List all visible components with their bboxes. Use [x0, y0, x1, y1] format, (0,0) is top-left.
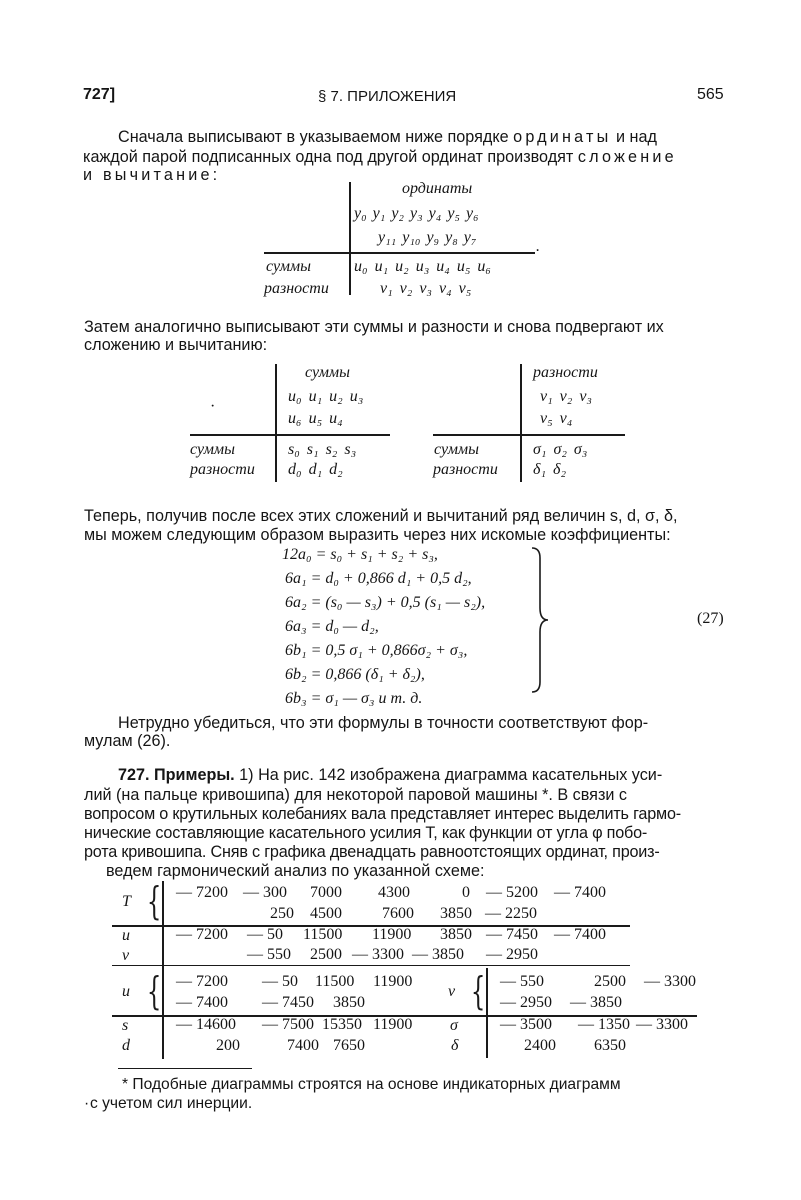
intro-spaced-word: и вычитание	[83, 166, 213, 184]
table2-left-sums-label: суммы	[190, 441, 235, 458]
table2-right-head: разности	[533, 364, 598, 381]
table3-cell: 250	[270, 905, 294, 922]
table3-u-label: u	[122, 927, 130, 944]
intro-text: каждой парой подписанных одна под другой ординат производят	[83, 148, 574, 166]
formula-4: 6a₃ = d₀ — d₂,	[285, 618, 379, 635]
section727-text: 1) На рис. 142 изображена диаграмма касательных уси-	[239, 766, 663, 784]
table2-right-diffs: δ₁ δ₂	[533, 461, 566, 478]
footnote-mark: ·	[84, 1095, 90, 1112]
table3-cell: — 550	[247, 946, 291, 963]
table1-ordinates-row-2: y₁₁ y₁₀ y₉ y₈ y₇	[378, 229, 477, 246]
table3-cell: 0	[462, 884, 470, 901]
formula-6: 6b₂ = 0,866 (δ₁ + δ₂),	[285, 666, 425, 683]
table1-sums: u₀ u₁ u₂ u₃ u₄ u₅ u₆	[354, 258, 491, 275]
intro-line-2	[83, 148, 677, 167]
table1-ordinates-row-1: y₀ y₁ y₂ y₃ y₄ y₅ y₆	[354, 205, 479, 222]
formula-3: 6a₂ = (s₀ — s₃) + 0,5 (s₁ — s₂),	[285, 594, 486, 611]
brace-icon: {	[146, 969, 162, 1013]
footnote-rule	[118, 1068, 252, 1069]
table2-left-sums: s₀ s₁ s₂ s₃	[288, 441, 357, 458]
table3-cell: — 1350	[578, 1016, 630, 1033]
table3-cell: — 7200	[176, 884, 228, 901]
table2-left-vertical-rule	[275, 364, 277, 482]
section727-line-4: нические составляющие касательного усилия T, как функции от угла φ побо-	[84, 824, 648, 842]
brace-icon: {	[146, 879, 162, 923]
intro-line-3	[83, 166, 217, 185]
section727-line-5: рота кривошипа. Сняв с графика двенадцать равноотстоящих ординат, произ-	[84, 843, 660, 861]
table3-cell: — 7450	[486, 926, 538, 943]
para3-line-1: Теперь, получив после всех этих сложений и вычитаний ряд величин s, d, σ, δ,	[84, 507, 678, 525]
table3-delta-label: δ	[451, 1037, 459, 1054]
table3-s-label: s	[122, 1017, 129, 1034]
table3-cell: 2500	[594, 973, 626, 990]
table3-cell: — 3850	[570, 994, 622, 1011]
stray-dot: ·	[210, 398, 216, 415]
table2-left-row-1: u₀ u₁ u₂ u₃	[288, 388, 364, 405]
table3-cell: 7600	[382, 905, 414, 922]
table3-cell: 2500	[310, 946, 342, 963]
table3-cell: — 7400	[176, 994, 228, 1011]
table2-right-horizontal-rule	[433, 434, 625, 436]
intro-line-1	[118, 128, 657, 147]
footnote-line-2: с учетом сил инерции.	[90, 1095, 253, 1112]
table3-cell: — 2950	[486, 946, 538, 963]
table3-cell: 3850	[333, 994, 365, 1011]
formula-brace-icon	[528, 546, 550, 694]
table3-cell: — 14600	[176, 1016, 236, 1033]
intro-text: Сначала выписывают в указываемом ниже порядке	[118, 128, 509, 146]
table2-right-sums-label: суммы	[434, 441, 479, 458]
table2-left-row-2: u₆ u₅ u₄	[288, 410, 343, 427]
table3-cell: — 7400	[554, 926, 606, 943]
page-number: 565	[697, 86, 724, 103]
table3-d-label: d	[122, 1037, 130, 1054]
running-title: § 7. ПРИЛОЖЕНИЯ	[318, 88, 457, 105]
table2-right-diff-label: разности	[433, 461, 498, 478]
section727-line-3: вопросом о крутильных колебаниях вала представляет интерес выделить гармо-	[84, 805, 681, 823]
table3-cell: 3850	[440, 926, 472, 943]
table3-cell: 6350	[594, 1037, 626, 1054]
formula-5: 6b₁ = 0,5 σ₁ + 0,866σ₂ + σ₃,	[285, 642, 468, 659]
table1-head: ординаты	[402, 180, 473, 197]
table3-v-label: v	[122, 947, 130, 964]
intro-spaced-word: ординаты	[513, 128, 612, 146]
table3-cell: — 5200	[486, 884, 538, 901]
footnote-line-1: * Подобные диаграммы строятся на основе индикаторных диаграмм	[122, 1076, 621, 1093]
table1-vertical-rule	[349, 182, 351, 295]
table2-left-head: суммы	[305, 364, 350, 381]
table3-cell: — 3300	[644, 973, 696, 990]
para4-line-2: мулам (26).	[84, 732, 171, 750]
table2-left-diffs: d₀ d₁ d₂	[288, 461, 343, 478]
table3-right-vertical-rule	[486, 968, 488, 1058]
table1-diffs: v₁ v₂ v₃ v₄ v₅	[380, 280, 472, 297]
table3-cell: — 50	[247, 926, 283, 943]
formula-2: 6a₁ = d₀ + 0,866 d₁ + 0,5 d₂,	[285, 570, 472, 587]
table2-right-row-1: v₁ v₂ v₃	[540, 388, 592, 405]
table3-cell: — 7500	[262, 1016, 314, 1033]
table3-main-vertical-rule	[162, 881, 164, 1059]
table3-cell: 11900	[373, 1016, 413, 1033]
table3-cell: — 7200	[176, 926, 228, 943]
intro-spaced-word: сложение	[577, 148, 677, 166]
table3-cell: — 7450	[262, 994, 314, 1011]
table3-cell: 3850	[440, 905, 472, 922]
table3-cell: — 550	[500, 973, 544, 990]
para4-line-1: Нетрудно убедиться, что эти формулы в точности соответствуют фор-	[118, 714, 649, 732]
table3-v2-label: v	[448, 983, 456, 1000]
para2-line-1: Затем аналогично выписывают эти суммы и разности и снова подвергают их	[84, 318, 664, 336]
para3-line-2: мы можем следующим образом выразить через них искомые коэффициенты:	[84, 526, 671, 544]
table3-cell: 11900	[373, 973, 413, 990]
intro-text: и над	[615, 128, 657, 146]
table1-horizontal-rule	[264, 252, 535, 254]
table3-cell: 4500	[310, 905, 342, 922]
table3-T-label: T	[122, 893, 131, 910]
page-section-number: 727]	[83, 86, 116, 103]
table3-sigma-label: σ	[450, 1017, 458, 1034]
table3-cell: 11500	[315, 973, 355, 990]
section727-line-1	[118, 766, 662, 785]
table3-rule-2	[112, 965, 630, 966]
table3-cell: — 3850	[412, 946, 464, 963]
table2-right-row-2: v₅ v₄	[540, 410, 573, 427]
table1-dot: .	[536, 238, 540, 255]
table3-cell: 4300	[378, 884, 410, 901]
formula-7: 6b₃ = σ₁ — σ₃ и т. д.	[285, 690, 423, 707]
table3-cell: 200	[216, 1037, 240, 1054]
table2-left-horizontal-rule	[190, 434, 390, 436]
table3-cell: 2400	[524, 1037, 556, 1054]
section727-title: 727. Примеры.	[118, 766, 235, 784]
table3-cell: — 50	[262, 973, 298, 990]
table3-cell: — 7400	[554, 884, 606, 901]
table2-left-diff-label: разности	[190, 461, 255, 478]
table3-cell: — 300	[243, 884, 287, 901]
table1-sums-label: суммы	[266, 258, 311, 275]
para2-line-2: сложению и вычитанию:	[84, 336, 268, 354]
table3-cell: — 2250	[485, 905, 537, 922]
intro-text: :	[212, 166, 218, 184]
formula-number: (27)	[697, 610, 724, 627]
table3-cell: — 7200	[176, 973, 228, 990]
table3-cell: — 3300	[352, 946, 404, 963]
table3-cell: 7400	[287, 1037, 319, 1054]
brace-icon: {	[470, 969, 486, 1013]
table3-cell: 11900	[372, 926, 412, 943]
section727-line-2: лий (на пальце кривошипа) для некоторой паровой машины *. В связи с	[84, 786, 627, 804]
table1-diff-label: разности	[264, 280, 329, 297]
table3-cell: — 3300	[636, 1016, 688, 1033]
table3-cell: — 3500	[500, 1016, 552, 1033]
formula-1: 12a₀ = s₀ + s₁ + s₂ + s₃,	[282, 546, 438, 563]
table3-cell: 15350	[322, 1016, 362, 1033]
table3-cell: 11500	[303, 926, 343, 943]
table3-cell: 7650	[333, 1037, 365, 1054]
section727-line-6: ведем гармонический анализ по указанной схеме:	[106, 862, 485, 880]
table3-cell: 7000	[310, 884, 342, 901]
table2-right-sums: σ₁ σ₂ σ₃	[533, 441, 588, 458]
table3-cell: — 2950	[500, 994, 552, 1011]
table3-u2-label: u	[122, 983, 130, 1000]
table2-right-vertical-rule	[520, 364, 522, 482]
